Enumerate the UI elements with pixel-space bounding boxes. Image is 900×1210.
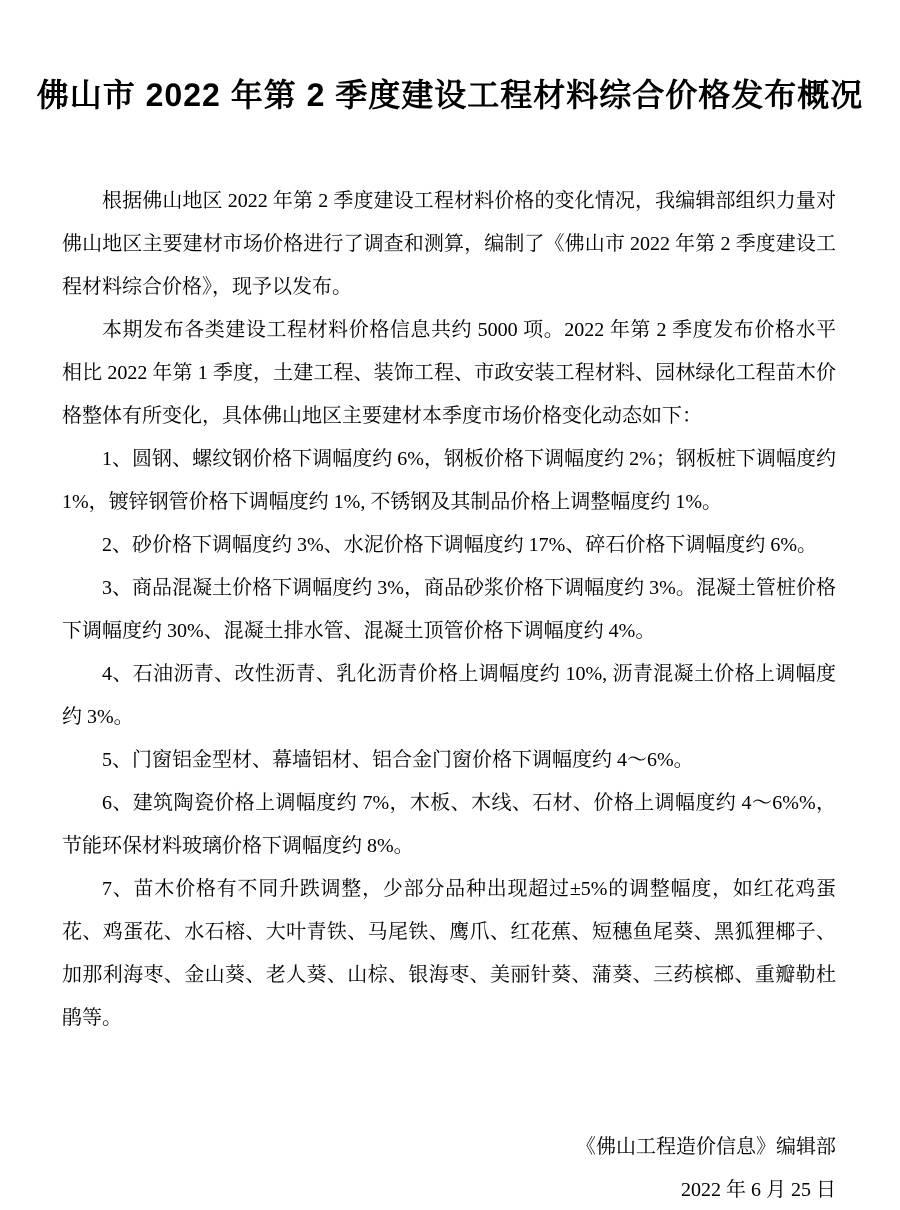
item-6-ceramics-glass-paragraph: 6、建筑陶瓷价格上调幅度约 7%，木板、木线、石材、价格上调幅度约 4～6%%，节能环保材料玻璃价格下调幅度约 8%。 (62, 792, 836, 857)
intro-paragraph: 根据佛山地区 2022 年第 2 季度建设工程材料价格的变化情况，我编辑部组织力量对佛山地区主要建材市场价格进行了调查和测算，编制了《佛山市 2022 年第 2 季度建设工程材料综合价格》，现予以发布。 (62, 190, 836, 298)
item-7-seedlings-paragraph: 7、苗木价格有不同升跌调整，少部分品种出现超过±5%的调整幅度，如红花鸡蛋花、鸡蛋花、水石榕、大叶青铁、马尾铁、鹰爪、红花蕉、短穗鱼尾葵、黑狐狸椰子、加那利海枣、金山葵、老人葵、山棕、银海枣、美丽针葵、蒲葵、三药槟榔、重瓣勒杜鹃等。 (62, 878, 836, 1029)
item-5-aluminum-paragraph: 5、门窗铝金型材、幕墙铝材、铝合金门窗价格下调幅度约 4～6%。 (102, 749, 694, 771)
signature-date: 2022 年 6 月 25 日 (681, 1179, 836, 1201)
overview-paragraph: 本期发布各类建设工程材料价格信息共约 5000 项。2022 年第 2 季度发布价格水平相比 2022 年第 1 季度，土建工程、装饰工程、市政安装工程材料、园林绿化工程苗木价格整体有所变化，具体佛山地区主要建材本季度市场价格变化动态如下： (62, 319, 836, 427)
item-1-steel-paragraph: 1、圆钢、螺纹钢价格下调幅度约 6%，钢板价格下调幅度约 2%；钢板桩下调幅度约 1%，镀锌钢管价格下调幅度约 1%, 不锈钢及其制品价格上调整幅度约 1%。 (62, 448, 836, 513)
item-2-sand-cement-paragraph: 2、砂价格下调幅度约 3%、水泥价格下调幅度约 17%、碎石价格下调幅度约 6%。 (102, 534, 817, 556)
item-3-concrete-paragraph: 3、商品混凝土价格下调幅度约 3%，商品砂浆价格下调幅度约 3%。混凝土管桩价格下调幅度约 30%、混凝土排水管、混凝土顶管价格下调幅度约 4%。 (62, 577, 836, 642)
document-body (0, 180, 900, 1210)
document-title: 佛山市 2022 年第 2 季度建设工程材料综合价格发布概况 (36, 77, 864, 113)
signature-organization: 《佛山工程造价信息》编辑部 (576, 1136, 836, 1158)
item-4-asphalt-paragraph: 4、石油沥青、改性沥青、乳化沥青价格上调幅度约 10%, 沥青混凝土价格上调幅度约 3%。 (62, 663, 836, 728)
